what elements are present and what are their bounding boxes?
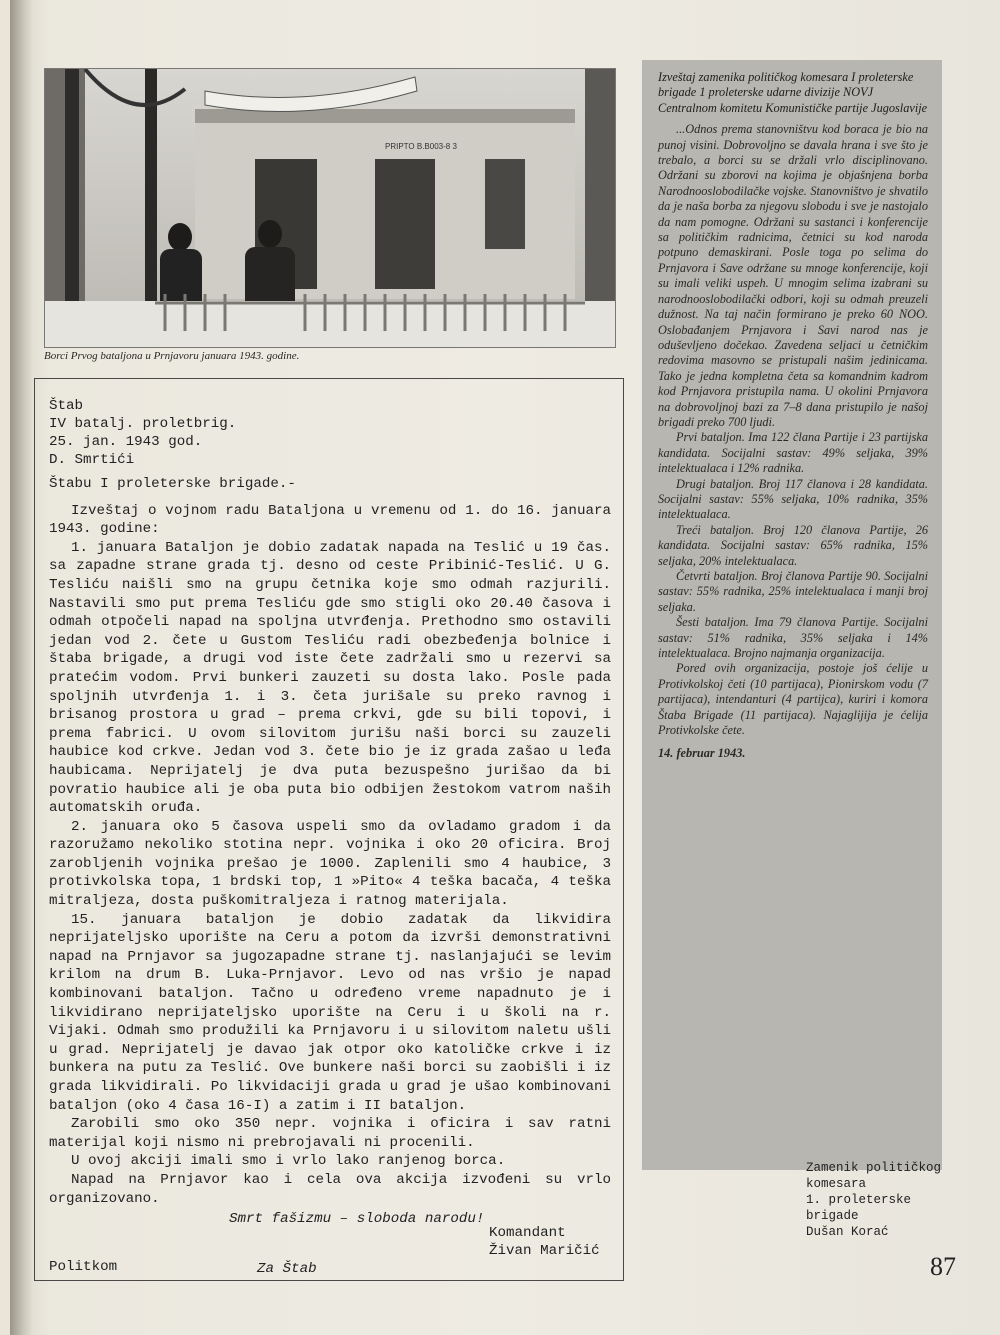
photo-sign-text: PRIPTO B.B003-8 3	[385, 142, 457, 151]
politkom-label: Politkom	[49, 1259, 118, 1276]
sidebar-paragraph: Treći bataljon. Broj 120 članova Partije, 26 kandidata. Socijalni sastav: 65% radnika, 15% seljaka, 20% intelektualaca.	[658, 522, 928, 568]
political-commissar-report	[642, 60, 942, 1170]
photo-illustration	[45, 69, 615, 347]
page-number: 87	[930, 1252, 956, 1281]
photo-caption: Borci Prvog bataljona u Prnjavoru januara 1943. godine.	[44, 350, 300, 362]
letter-paragraph: Napad na Prnjavor kao i cela ova akcija izvođeni su vrlo organizovano.	[49, 1171, 611, 1207]
header-line: D. Smrtići	[49, 452, 135, 468]
letter-paragraph: Zarobili smo oko 350 nepr. vojnika i oficira i sav ratni materijal koji nismo ni prebrojavali ni procenili.	[49, 1116, 611, 1151]
letter-greeting: Štabu I proleterske brigade.-	[49, 476, 296, 492]
sidebar-paragraph: Drugi bataljon. Broj 117 članova i 28 kandidata. Socijalni sastav: 55% seljaka, 10% radnika, 35% intelektualaca.	[658, 476, 928, 522]
slogan: Smrt fašizmu – sloboda narodu!	[229, 1211, 485, 1228]
letter-paragraph: Izveštaj o vojnom radu Bataljona u vremenu od 1. do 16. januara 1943. godine:	[49, 502, 611, 538]
header-line: 25. jan. 1943 god.	[49, 434, 203, 450]
letter-paragraph: U ovoj akciji imali smo i vrlo lako ranjenog borca.	[71, 1153, 506, 1170]
sidebar-paragraph: Pored ovih organizacija, postoje još ćelije u Protivkolskoj četi (10 partijaca), Pionirskom vodu (7 partijaca), intendanturi (4 partijca), kuriri i komora Štaba Brigade (11 partijaca). Najaglijija je ćelija Protivkolske čete.	[658, 661, 928, 738]
header-line: Štab	[49, 398, 84, 414]
commissar-signature	[806, 1160, 956, 1240]
letter-paragraph: 15. januara bataljon je dobio zadatak da likvidira neprijateljsko uporište na Ceru a potom da izvrši demonstrativni napad na Prnjavor sa jugozapadne strane tj. naslanjajući se levim krilom na drum B. Luka-Prnjavor. Levo od nas vršio je napad kombinovani bataljon. Tačno u određeno vreme napadnuto je i likvidirano neprijateljsko uporište na Ceru i u školi na r. Vijaki. Odmah smo produžili ka Prnjavoru i u silovitom naletu ušli u grad. Neprijatelj je davao jak otpor oko katoličke crkve i iz bunkera na putu za Teslić. Ove bunkere naši borci su zaobišli i iz grada likvidirali. Po likvidaciji grada u grad je ušao kombinovani bataljon (oko 4 časa 16-I) a zatim i II bataljon.	[49, 911, 611, 1114]
sidebar-paragraph: Šesti bataljon. Ima 79 članova Partije. Socijalni sastav: 51% radnika, 35% seljaka i 14% intelektualaca. Brojno najmanja organizacija.	[658, 615, 928, 661]
sidebar-title: Izveštaj zamenika političkog komesara I proleterske brigade 1 proleterske udarne divizije NOVJ Centralnom komitetu Komunističke partije Jugoslavije	[658, 70, 928, 115]
letter-signatures	[49, 1210, 611, 1280]
letter-header	[49, 397, 611, 469]
komandant-title: Komandant	[489, 1225, 566, 1242]
letter-paragraph: 2. januara oko 5 časova uspeli smo da ovladamo gradom i da razoružamo nekoliko stotina nepr. vojnika i oko 20 oficira. Broj zarobljenih vojnika prešao je 1000. Zaplenili smo 4 haubice, 3 protivkolska topa, 1 brdski top, 1 »Pito« 4 teška bacača, 4 teška mitraljeza, dosta puškomitraljeza i ratnog materijala.	[49, 818, 611, 910]
sidebar-paragraph: Četvrti bataljon. Broj članova Partije 90. Socijalni sastav: 55% radnika, 25% intelektualaca i manji broj seljaka.	[658, 569, 928, 614]
historical-photo	[44, 68, 616, 348]
header-line: IV batalj. proletbrig.	[49, 416, 237, 432]
battalion-report-letter	[34, 378, 624, 1281]
za-stab-label: Za Štab	[257, 1261, 317, 1278]
book-spine	[10, 0, 32, 1335]
sidebar-paragraph: ...Odnos prema stanovništvu kod boraca je bio na punoj visini. Dobrovoljno se davala hrana i sve što je trebalo, a borci su se držali vrlo disciplinovano. Održani su zborovi na kojima je objašnjena borba Narodnooslobodilačke vojske. Stanovništvo je shvatilo da je naša borba za njegovu slobodu i sve je nastojalo da nam pomogne. Održani su sastanci i konferencije sa političkim radnicima, četnici su kod naroda potpuno demaskirani. Posle toga po selima do Prnjavora i Save održane su mnoge konferencije, koji su imali veliki uspeh. U mnogim selima izabrani su narodnooslobodilački odbori, koji su odmah preuzeli dužnost. Na taj način formirano je preko 60 NOO. Oslobađanjem Prnjavora i Savi narod nas je oduševljeno dočekao. Zavedena seljaci u četničkim redovima masovno se pristupali našim jedinicama. Tako je jedna kompletna četa sa komandnim kadrom kod Prnjavora pristupila nama. U okolini Prnjavora na dobrovoljnoj bazi za 7–8 dana pristupilo je našoj brigadi preko 700 ljudi.	[658, 122, 928, 429]
komandant-name: Živan Maričić	[489, 1243, 600, 1260]
letter-paragraph: 1. januara Bataljon je dobio zadatak napada na Teslić u 19 čas. sa zapadne strane grada tj. desno od ceste Pribinić-Teslić. U G. Tesliću naišli smo na grupu četnika koje smo odmah razjurili. Nastavili smo put prema Tesliću gde smo stigli oko 20.40 časova i odmah otpočeli napad na spoljna utvrđenja. Prethodno smo ostavili jedan vod 2. čete u Gustom Tesliću radi obezbeđenja bolnice i štaba brigade, a drugi vod iste čete zadržali smo u rezervi sa pratećim vodom. Prvi bunkeri zauzeti su dosta lako. Posle pada spoljnih utvrđenja 1. i 3. četa jurišale su preko ravnog i brisanog prostora u grad – prema crkvi, gde su bili topovi, i prema fabrici. U ovom silovitom jurišu naši borci su zauzeli haubice kod crkve. Jedan vod 3. čete bio je iz grada zašao u leđa haubicama. Neprijatelj je dva puta bezuspešno jurišao da bi povratio haubice ali je oba puta bio odbijen žestokom vatrom naših automatskih oruđa.	[49, 539, 611, 817]
signature-line: Zamenik političkog komesara	[806, 1161, 942, 1191]
komandant-signature	[489, 1224, 600, 1260]
signature-line: Dušan Korać	[806, 1225, 889, 1239]
sidebar-date: 14. februar 1943.	[658, 746, 746, 761]
sidebar-paragraph: Prvi bataljon. Ima 122 člana Partije i 23 partijska kandidata. Socijalni sastav: 49% seljaka, 39% intelektualaca i 12% radnika.	[658, 430, 928, 476]
signature-line: 1. proleterske brigade	[806, 1193, 912, 1223]
